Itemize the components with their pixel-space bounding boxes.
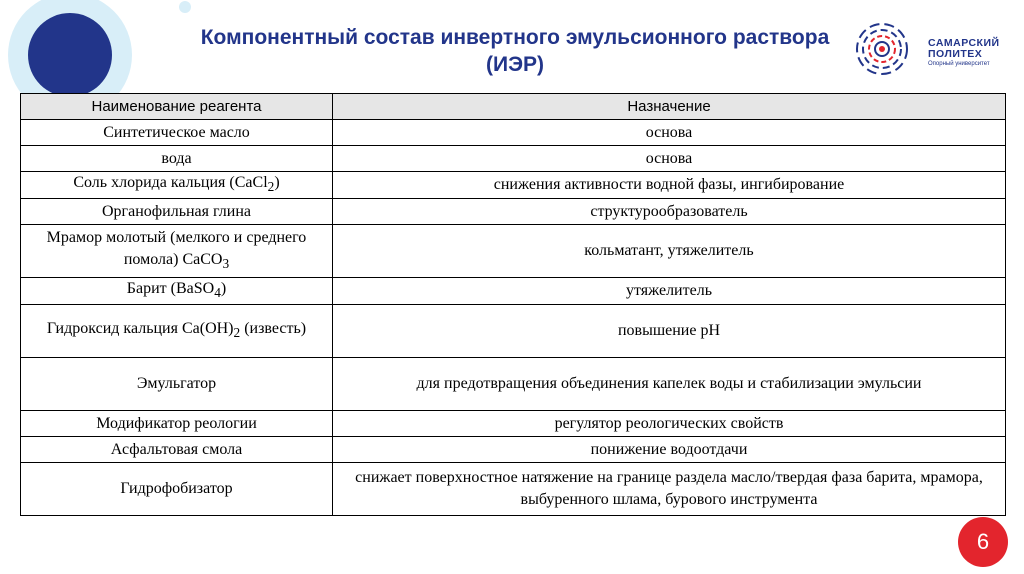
reagent-name-cell: Соль хлорида кальция (CaCl$_2$) — [21, 172, 333, 199]
purpose-cell: снижения активности водной фазы, ингибирование — [333, 172, 1006, 199]
table-row — [21, 437, 1006, 463]
table-row — [21, 120, 1006, 146]
table-row — [21, 199, 1006, 225]
reagent-name-cell: Мрамор молотый (мелкого и среднего помола) CaCO$_3$ — [21, 225, 333, 278]
logo-text — [928, 38, 1000, 69]
purpose-cell: повышение pH — [333, 305, 1006, 358]
table-row — [21, 172, 1006, 199]
purpose-cell: основа — [333, 146, 1006, 172]
reagent-name-cell: Гидрофобизатор — [21, 463, 333, 516]
reagent-name-cell: Эмульгатор — [21, 358, 333, 411]
table-row — [21, 358, 1006, 411]
small-circle-decoration — [179, 1, 191, 13]
reagent-name-cell: Органофильная глина — [21, 199, 333, 225]
components-table — [20, 93, 1006, 516]
page-number-badge: 6 — [958, 517, 1008, 567]
table-row — [21, 411, 1006, 437]
table-row — [21, 278, 1006, 305]
reagent-name-cell: Барит (BaSO$_4$) — [21, 278, 333, 305]
dark-circle-decoration — [28, 13, 112, 97]
reagent-name-cell: Асфальтовая смола — [21, 437, 333, 463]
header-reagent-name: Наименование реагента — [21, 94, 333, 120]
purpose-cell: основа — [333, 120, 1006, 146]
table-row — [21, 146, 1006, 172]
reagent-name-cell: Гидроксид кальция $Ca(OH)_2$ (известь) — [21, 305, 333, 358]
purpose-cell: кольматант, утяжелитель — [333, 225, 1006, 278]
table-row — [21, 305, 1006, 358]
table-header-row — [21, 94, 1006, 120]
logo-line-2: ПОЛИТЕХ — [928, 48, 983, 60]
reagent-name-cell: вода — [21, 146, 333, 172]
slide-title: Компонентный состав инвертного эмульсионного раствора (ИЭР) — [200, 26, 830, 76]
reagent-name-cell: Синтетическое масло — [21, 120, 333, 146]
purpose-cell: для предотвращения объединения капелек воды и стабилизации эмульсии — [333, 358, 1006, 411]
logo-line-1: САМАРСКИЙ — [928, 37, 1000, 49]
table-row — [21, 463, 1006, 516]
purpose-cell: структурообразователь — [333, 199, 1006, 225]
purpose-cell: понижение водоотдачи — [333, 437, 1006, 463]
logo-line-3: Опорный университет — [928, 61, 990, 67]
header-purpose: Назначение — [333, 94, 1006, 120]
reagent-name-cell: Модификатор реологии — [21, 411, 333, 437]
table-row — [21, 225, 1006, 278]
purpose-cell: утяжелитель — [333, 278, 1006, 305]
purpose-cell: снижает поверхностное натяжение на границе раздела масло/твердая фаза барита, мрамора, выбуренного шлама, бурового инструмента — [333, 463, 1006, 516]
purpose-cell: регулятор реологических свойств — [333, 411, 1006, 437]
